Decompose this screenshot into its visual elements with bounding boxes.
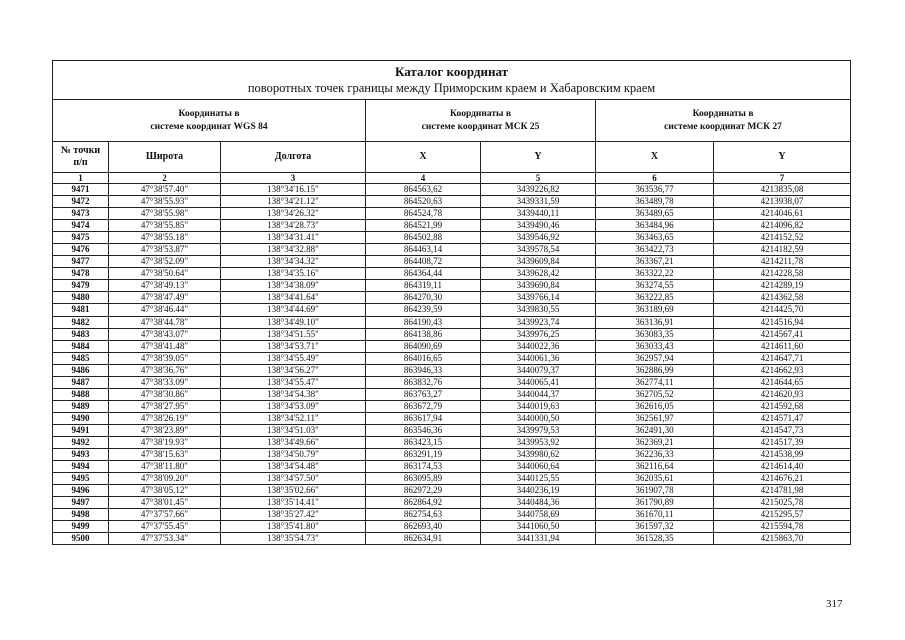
longitude-cell: 138°34'52.11" <box>221 412 366 424</box>
y-msk27-cell: 4213938,07 <box>714 196 851 208</box>
longitude-cell: 138°34'32.88" <box>221 244 366 256</box>
point-number-cell: 9485 <box>53 352 109 364</box>
table-row <box>53 376 851 388</box>
y-msk27-cell: 4213835,08 <box>714 184 851 196</box>
x-msk27-cell: 361907,78 <box>596 485 714 497</box>
x-msk27-cell: 363536,77 <box>596 184 714 196</box>
latitude-cell: 47°38'11.80" <box>109 461 221 473</box>
x-msk25-cell: 863617,94 <box>366 412 481 424</box>
y-msk27-cell: 4214182,59 <box>714 244 851 256</box>
y-msk25-cell: 3440022,36 <box>481 340 596 352</box>
latitude-cell: 47°38'33.09" <box>109 376 221 388</box>
header-latitude: Широта <box>109 142 221 173</box>
x-msk25-cell: 864138,86 <box>366 328 481 340</box>
latitude-cell: 47°38'52.09" <box>109 256 221 268</box>
longitude-cell: 138°34'55.47" <box>221 376 366 388</box>
y-msk27-cell: 4215594,78 <box>714 521 851 533</box>
y-msk25-cell: 3440125,55 <box>481 473 596 485</box>
x-msk27-cell: 362774,11 <box>596 376 714 388</box>
x-msk27-cell: 363189,69 <box>596 304 714 316</box>
x-msk25-cell: 864521,99 <box>366 220 481 232</box>
longitude-cell: 138°34'56.27" <box>221 364 366 376</box>
column-number-row <box>53 173 851 184</box>
point-number-cell: 9478 <box>53 268 109 280</box>
latitude-cell: 47°38'53.87" <box>109 244 221 256</box>
point-number-cell: 9476 <box>53 244 109 256</box>
group-header-msk27: Координаты в системе координат МСК 27 <box>596 100 851 142</box>
coordinate-table <box>52 60 851 545</box>
table-row <box>53 449 851 461</box>
x-msk25-cell: 862634,91 <box>366 533 481 545</box>
longitude-cell: 138°34'41.64" <box>221 292 366 304</box>
x-msk27-cell: 362886,99 <box>596 364 714 376</box>
x-msk27-cell: 361790,89 <box>596 497 714 509</box>
latitude-cell: 47°38'46.44" <box>109 304 221 316</box>
title-main: Каталог координат <box>395 64 509 79</box>
longitude-cell: 138°35'14.41" <box>221 497 366 509</box>
coordinate-catalog <box>52 60 850 545</box>
point-number-cell: 9486 <box>53 364 109 376</box>
latitude-cell: 47°38'09.20" <box>109 473 221 485</box>
x-msk25-cell: 864016,65 <box>366 352 481 364</box>
y-msk27-cell: 4214567,41 <box>714 328 851 340</box>
header-x-msk27: X <box>596 142 714 173</box>
point-number-cell: 9488 <box>53 388 109 400</box>
latitude-cell: 47°38'57.40" <box>109 184 221 196</box>
y-msk27-cell: 4214362,58 <box>714 292 851 304</box>
x-msk27-cell: 362236,33 <box>596 449 714 461</box>
column-number: 1 <box>53 173 109 184</box>
y-msk25-cell: 3440484,36 <box>481 497 596 509</box>
longitude-cell: 138°35'41.80" <box>221 521 366 533</box>
longitude-cell: 138°34'57.50" <box>221 473 366 485</box>
latitude-cell: 47°38'47.49" <box>109 292 221 304</box>
group-header-msk25: Координаты в системе координат МСК 25 <box>366 100 596 142</box>
x-msk25-cell: 864408,72 <box>366 256 481 268</box>
longitude-cell: 138°34'54.48" <box>221 461 366 473</box>
y-msk27-cell: 4214662,93 <box>714 364 851 376</box>
longitude-cell: 138°35'54.73" <box>221 533 366 545</box>
y-msk25-cell: 3440758,69 <box>481 509 596 521</box>
x-msk27-cell: 362491,30 <box>596 424 714 436</box>
point-number-cell: 9483 <box>53 328 109 340</box>
x-msk25-cell: 864463,14 <box>366 244 481 256</box>
latitude-cell: 47°38'55.85" <box>109 220 221 232</box>
x-msk25-cell: 863174,53 <box>366 461 481 473</box>
y-msk25-cell: 3439979,53 <box>481 424 596 436</box>
y-msk25-cell: 3440000,50 <box>481 412 596 424</box>
longitude-cell: 138°34'26.32" <box>221 208 366 220</box>
x-msk27-cell: 363422,73 <box>596 244 714 256</box>
longitude-cell: 138°34'53.09" <box>221 400 366 412</box>
y-msk27-cell: 4214517,39 <box>714 436 851 448</box>
longitude-cell: 138°34'49.66" <box>221 436 366 448</box>
latitude-cell: 47°38'39.05" <box>109 352 221 364</box>
table-row <box>53 232 851 244</box>
group-header-wgs84: Координаты в системе координат WGS 84 <box>53 100 366 142</box>
latitude-cell: 47°38'43.07" <box>109 328 221 340</box>
longitude-cell: 138°34'16.15" <box>221 184 366 196</box>
x-msk25-cell: 863291,19 <box>366 449 481 461</box>
y-msk25-cell: 3439609,84 <box>481 256 596 268</box>
x-msk27-cell: 363136,91 <box>596 316 714 328</box>
longitude-cell: 138°34'54.38" <box>221 388 366 400</box>
y-msk25-cell: 3439766,14 <box>481 292 596 304</box>
latitude-cell: 47°38'27.95" <box>109 400 221 412</box>
x-msk27-cell: 363489,65 <box>596 208 714 220</box>
y-msk25-cell: 3439830,55 <box>481 304 596 316</box>
latitude-cell: 47°38'01.45" <box>109 497 221 509</box>
column-number: 5 <box>481 173 596 184</box>
y-msk27-cell: 4214620,93 <box>714 388 851 400</box>
x-msk25-cell: 863672,79 <box>366 400 481 412</box>
longitude-cell: 138°34'50.79" <box>221 449 366 461</box>
y-msk25-cell: 3441331,94 <box>481 533 596 545</box>
y-msk27-cell: 4214152,52 <box>714 232 851 244</box>
longitude-cell: 138°34'49.10" <box>221 316 366 328</box>
y-msk25-cell: 3439546,92 <box>481 232 596 244</box>
y-msk25-cell: 3439628,42 <box>481 268 596 280</box>
latitude-cell: 47°38'19.93" <box>109 436 221 448</box>
x-msk25-cell: 864239,59 <box>366 304 481 316</box>
x-msk27-cell: 363367,21 <box>596 256 714 268</box>
y-msk25-cell: 3440060,64 <box>481 461 596 473</box>
y-msk25-cell: 3439976,25 <box>481 328 596 340</box>
x-msk25-cell: 862693,40 <box>366 521 481 533</box>
point-number-cell: 9479 <box>53 280 109 292</box>
x-msk27-cell: 362561,97 <box>596 412 714 424</box>
table-row <box>53 521 851 533</box>
table-row <box>53 497 851 509</box>
table-row <box>53 400 851 412</box>
y-msk25-cell: 3439690,84 <box>481 280 596 292</box>
latitude-cell: 47°38'55.18" <box>109 232 221 244</box>
point-number-cell: 9498 <box>53 509 109 521</box>
point-number-cell: 9494 <box>53 461 109 473</box>
x-msk27-cell: 363489,78 <box>596 196 714 208</box>
x-msk25-cell: 862864,92 <box>366 497 481 509</box>
y-msk27-cell: 4215863,70 <box>714 533 851 545</box>
column-number: 7 <box>714 173 851 184</box>
y-msk27-cell: 4214289,19 <box>714 280 851 292</box>
latitude-cell: 47°37'57.66" <box>109 509 221 521</box>
y-msk27-cell: 4214547,73 <box>714 424 851 436</box>
x-msk25-cell: 864270,30 <box>366 292 481 304</box>
y-msk27-cell: 4214571,47 <box>714 412 851 424</box>
x-msk27-cell: 362116,64 <box>596 461 714 473</box>
y-msk25-cell: 3439440,11 <box>481 208 596 220</box>
point-number-cell: 9482 <box>53 316 109 328</box>
x-msk25-cell: 864563,62 <box>366 184 481 196</box>
point-number-cell: 9480 <box>53 292 109 304</box>
x-msk25-cell: 863832,76 <box>366 376 481 388</box>
x-msk25-cell: 863423,15 <box>366 436 481 448</box>
latitude-cell: 47°38'50.64" <box>109 268 221 280</box>
x-msk27-cell: 362369,21 <box>596 436 714 448</box>
latitude-cell: 47°38'41.48" <box>109 340 221 352</box>
header-longitude: Долгота <box>221 142 366 173</box>
table-row <box>53 509 851 521</box>
y-msk25-cell: 3440061,36 <box>481 352 596 364</box>
y-msk27-cell: 4214425,70 <box>714 304 851 316</box>
latitude-cell: 47°38'05.12" <box>109 485 221 497</box>
point-number-cell: 9490 <box>53 412 109 424</box>
y-msk25-cell: 3440019,63 <box>481 400 596 412</box>
x-msk25-cell: 864364,44 <box>366 268 481 280</box>
longitude-cell: 138°35'02.66" <box>221 485 366 497</box>
latitude-cell: 47°38'55.98" <box>109 208 221 220</box>
x-msk27-cell: 361597,32 <box>596 521 714 533</box>
x-msk25-cell: 864190,43 <box>366 316 481 328</box>
table-row <box>53 340 851 352</box>
y-msk25-cell: 3439490,46 <box>481 220 596 232</box>
table-row <box>53 280 851 292</box>
x-msk25-cell: 862754,63 <box>366 509 481 521</box>
latitude-cell: 47°37'53.34" <box>109 533 221 545</box>
y-msk25-cell: 3439923,74 <box>481 316 596 328</box>
table-row <box>53 196 851 208</box>
x-msk27-cell: 362616,05 <box>596 400 714 412</box>
latitude-cell: 47°38'23.89" <box>109 424 221 436</box>
y-msk25-cell: 3441060,50 <box>481 521 596 533</box>
table-row <box>53 208 851 220</box>
table-row <box>53 461 851 473</box>
y-msk25-cell: 3440044,37 <box>481 388 596 400</box>
x-msk25-cell: 863946,33 <box>366 364 481 376</box>
y-msk27-cell: 4214228,58 <box>714 268 851 280</box>
y-msk25-cell: 3439953,92 <box>481 436 596 448</box>
x-msk27-cell: 363222,85 <box>596 292 714 304</box>
point-number-cell: 9496 <box>53 485 109 497</box>
longitude-cell: 138°34'53.71" <box>221 340 366 352</box>
x-msk27-cell: 363083,35 <box>596 328 714 340</box>
x-msk27-cell: 363033,43 <box>596 340 714 352</box>
title-subtitle: поворотных точек границы между Приморским краем и Хабаровским краем <box>247 81 656 95</box>
point-number-cell: 9471 <box>53 184 109 196</box>
table-row <box>53 436 851 448</box>
table-row <box>53 328 851 340</box>
x-msk27-cell: 363484,96 <box>596 220 714 232</box>
x-msk25-cell: 862972,29 <box>366 485 481 497</box>
table-row <box>53 244 851 256</box>
y-msk25-cell: 3439578,54 <box>481 244 596 256</box>
longitude-cell: 138°34'28.73" <box>221 220 366 232</box>
y-msk25-cell: 3440236,19 <box>481 485 596 497</box>
table-row <box>53 412 851 424</box>
y-msk25-cell: 3440065,41 <box>481 376 596 388</box>
x-msk27-cell: 361528,35 <box>596 533 714 545</box>
point-number-cell: 9489 <box>53 400 109 412</box>
point-number-cell: 9474 <box>53 220 109 232</box>
page-number: 317 <box>826 598 843 610</box>
y-msk27-cell: 4214676,21 <box>714 473 851 485</box>
latitude-cell: 47°38'36.76" <box>109 364 221 376</box>
longitude-cell: 138°34'55.49" <box>221 352 366 364</box>
table-row <box>53 533 851 545</box>
latitude-cell: 47°38'44.78" <box>109 316 221 328</box>
longitude-cell: 138°34'35.16" <box>221 268 366 280</box>
y-msk25-cell: 3439980,62 <box>481 449 596 461</box>
table-row <box>53 292 851 304</box>
latitude-cell: 47°38'15.63" <box>109 449 221 461</box>
x-msk27-cell: 362705,52 <box>596 388 714 400</box>
y-msk27-cell: 4214538,99 <box>714 449 851 461</box>
latitude-cell: 47°38'55.93" <box>109 196 221 208</box>
x-msk27-cell: 363322,22 <box>596 268 714 280</box>
x-msk25-cell: 864524,78 <box>366 208 481 220</box>
latitude-cell: 47°38'49.13" <box>109 280 221 292</box>
point-number-cell: 9477 <box>53 256 109 268</box>
latitude-cell: 47°38'30.86" <box>109 388 221 400</box>
longitude-cell: 138°34'34.32" <box>221 256 366 268</box>
table-row <box>53 184 851 196</box>
header-y-msk27: Y <box>714 142 851 173</box>
y-msk27-cell: 4214516,94 <box>714 316 851 328</box>
header-point-number: № точки п/п <box>53 142 109 173</box>
column-number: 3 <box>221 173 366 184</box>
y-msk25-cell: 3439226,82 <box>481 184 596 196</box>
table-row <box>53 473 851 485</box>
table-row <box>53 268 851 280</box>
table-row <box>53 364 851 376</box>
point-number-cell: 9497 <box>53 497 109 509</box>
point-number-cell: 9491 <box>53 424 109 436</box>
x-msk25-cell: 864520,63 <box>366 196 481 208</box>
x-msk25-cell: 864090,69 <box>366 340 481 352</box>
column-number: 2 <box>109 173 221 184</box>
point-number-cell: 9499 <box>53 521 109 533</box>
point-number-cell: 9487 <box>53 376 109 388</box>
point-number-cell: 9481 <box>53 304 109 316</box>
x-msk25-cell: 863095,89 <box>366 473 481 485</box>
y-msk27-cell: 4214644,65 <box>714 376 851 388</box>
table-row <box>53 304 851 316</box>
longitude-cell: 138°34'21.12" <box>221 196 366 208</box>
y-msk27-cell: 4214211,78 <box>714 256 851 268</box>
x-msk25-cell: 863546,36 <box>366 424 481 436</box>
x-msk25-cell: 863763,27 <box>366 388 481 400</box>
latitude-cell: 47°38'26.19" <box>109 412 221 424</box>
point-number-cell: 9472 <box>53 196 109 208</box>
table-row <box>53 316 851 328</box>
y-msk27-cell: 4214096,82 <box>714 220 851 232</box>
column-number: 6 <box>596 173 714 184</box>
column-number: 4 <box>366 173 481 184</box>
table-row <box>53 220 851 232</box>
point-number-cell: 9473 <box>53 208 109 220</box>
y-msk27-cell: 4214592,68 <box>714 400 851 412</box>
y-msk25-cell: 3439331,59 <box>481 196 596 208</box>
y-msk27-cell: 4215025,78 <box>714 497 851 509</box>
table-row <box>53 388 851 400</box>
x-msk27-cell: 361670,11 <box>596 509 714 521</box>
y-msk27-cell: 4214781,98 <box>714 485 851 497</box>
y-msk25-cell: 3440079,37 <box>481 364 596 376</box>
longitude-cell: 138°35'27.42" <box>221 509 366 521</box>
x-msk27-cell: 363274,55 <box>596 280 714 292</box>
longitude-cell: 138°34'31.41" <box>221 232 366 244</box>
x-msk25-cell: 864319,11 <box>366 280 481 292</box>
point-number-cell: 9493 <box>53 449 109 461</box>
point-number-cell: 9495 <box>53 473 109 485</box>
point-number-cell: 9475 <box>53 232 109 244</box>
longitude-cell: 138°34'44.69" <box>221 304 366 316</box>
latitude-cell: 47°37'55.45" <box>109 521 221 533</box>
header-y-msk25: Y <box>481 142 596 173</box>
table-row <box>53 424 851 436</box>
point-number-cell: 9484 <box>53 340 109 352</box>
x-msk27-cell: 362957,94 <box>596 352 714 364</box>
table-row <box>53 352 851 364</box>
y-msk27-cell: 4214614,40 <box>714 461 851 473</box>
table-body <box>53 184 851 545</box>
table-row <box>53 256 851 268</box>
longitude-cell: 138°34'51.55" <box>221 328 366 340</box>
point-number-cell: 9492 <box>53 436 109 448</box>
longitude-cell: 138°34'38.09" <box>221 280 366 292</box>
header-x-msk25: X <box>366 142 481 173</box>
table-row <box>53 485 851 497</box>
y-msk27-cell: 4215295,57 <box>714 509 851 521</box>
y-msk27-cell: 4214046,61 <box>714 208 851 220</box>
table-title <box>53 61 851 100</box>
point-number-cell: 9500 <box>53 533 109 545</box>
x-msk27-cell: 362035,61 <box>596 473 714 485</box>
y-msk27-cell: 4214611,60 <box>714 340 851 352</box>
x-msk27-cell: 363463,65 <box>596 232 714 244</box>
y-msk27-cell: 4214647,71 <box>714 352 851 364</box>
x-msk25-cell: 864502,88 <box>366 232 481 244</box>
longitude-cell: 138°34'51.03" <box>221 424 366 436</box>
